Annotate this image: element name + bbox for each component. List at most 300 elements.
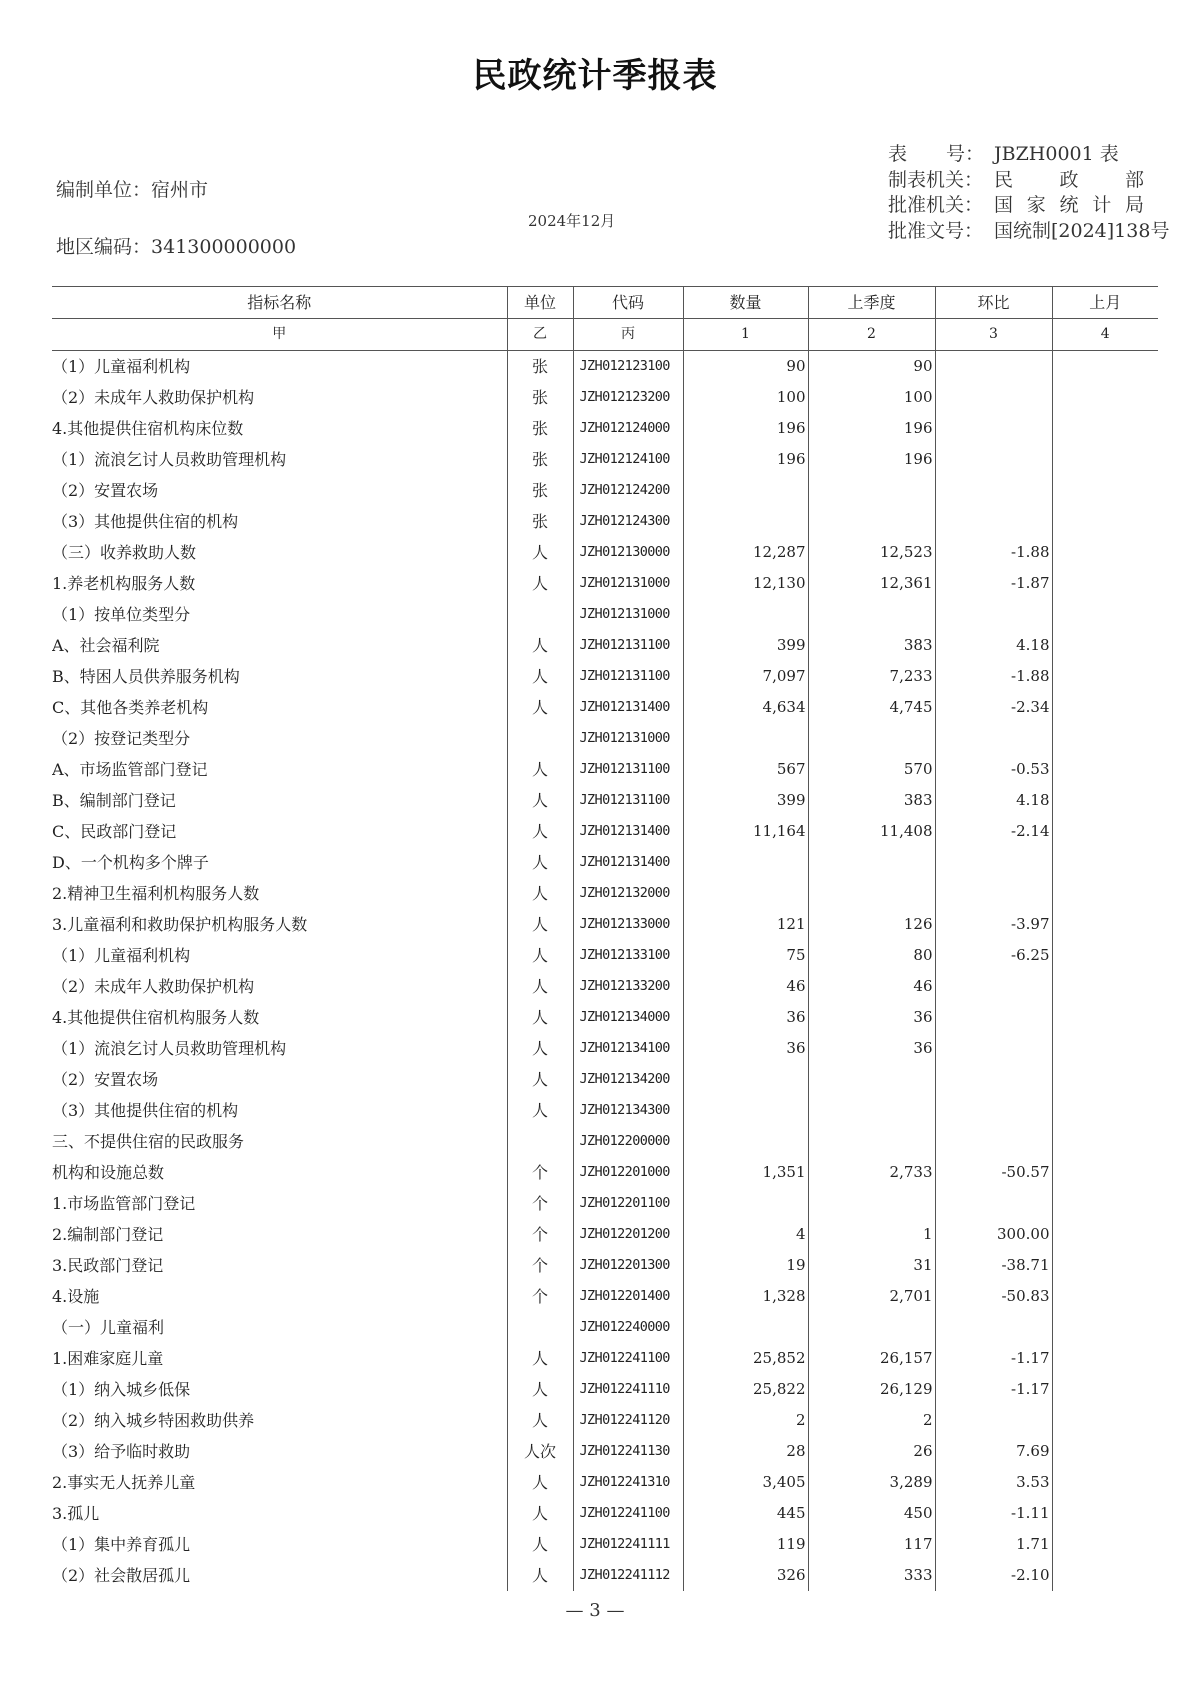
- row-unit: 张: [507, 506, 573, 537]
- row-last-month: [1052, 1405, 1158, 1436]
- row-unit: 人: [507, 537, 573, 568]
- compiler-label: 编制单位：: [56, 179, 152, 201]
- row-indicator-name: 3.儿童福利和救助保护机构服务人数: [52, 915, 308, 934]
- row-quantity: [683, 847, 808, 878]
- compiler-value: 宿州市: [151, 179, 209, 201]
- row-indicator-name: （一）儿童福利: [52, 1318, 165, 1337]
- row-code: JZH012131000: [573, 599, 683, 630]
- table-row: [52, 1064, 1158, 1095]
- row-indicator-name: （1）儿童福利机构: [52, 357, 191, 376]
- row-last-month: [1052, 878, 1158, 909]
- row-quantity: 46: [683, 971, 808, 1002]
- row-indicator-name: （2）安置农场: [52, 481, 159, 500]
- issuer-row: [888, 168, 1169, 194]
- row-quantity: 196: [683, 444, 808, 475]
- table-row: [52, 940, 1158, 971]
- row-indicator-name: （1）流浪乞讨人员救助管理机构: [52, 450, 287, 469]
- row-qoq-ratio: -6.25: [935, 940, 1052, 971]
- row-last-month: [1052, 1095, 1158, 1126]
- subheader-4: 4: [1052, 319, 1158, 351]
- row-code: JZH012201000: [573, 1157, 683, 1188]
- form-number-row: [888, 142, 1169, 168]
- row-qoq-ratio: [935, 1405, 1052, 1436]
- row-indicator-name: （1）流浪乞讨人员救助管理机构: [52, 1039, 287, 1058]
- row-last-month: [1052, 382, 1158, 413]
- row-unit: 人: [507, 1095, 573, 1126]
- table-row: [52, 1343, 1158, 1374]
- table-row: [52, 1498, 1158, 1529]
- table-row: [52, 475, 1158, 506]
- row-quantity: 4,634: [683, 692, 808, 723]
- row-unit: 人: [507, 754, 573, 785]
- row-last-month: [1052, 1281, 1158, 1312]
- row-code: JZH012134000: [573, 1002, 683, 1033]
- row-code: JZH012131100: [573, 661, 683, 692]
- table-row: [52, 444, 1158, 475]
- row-previous-quarter: 31: [808, 1250, 935, 1281]
- table-row: [52, 568, 1158, 599]
- row-code: JZH012131400: [573, 847, 683, 878]
- table-row: [52, 785, 1158, 816]
- issuer-label: 制表机关：: [888, 168, 984, 191]
- row-indicator-name: （2）纳入城乡特困救助供养: [52, 1411, 255, 1430]
- table-row: [52, 1436, 1158, 1467]
- table-row: [52, 692, 1158, 723]
- row-qoq-ratio: [935, 506, 1052, 537]
- row-quantity: 196: [683, 413, 808, 444]
- row-quantity: 3,405: [683, 1467, 808, 1498]
- row-code: JZH012124300: [573, 506, 683, 537]
- row-code: JZH012132000: [573, 878, 683, 909]
- table-row: [52, 1033, 1158, 1064]
- row-unit: 人次: [507, 1436, 573, 1467]
- approver-char: 国: [994, 194, 1014, 216]
- row-quantity: 119: [683, 1529, 808, 1560]
- row-quantity: 19: [683, 1250, 808, 1281]
- row-last-month: [1052, 1002, 1158, 1033]
- table-row: [52, 816, 1158, 847]
- row-last-month: [1052, 1343, 1158, 1374]
- row-last-month: [1052, 723, 1158, 754]
- row-qoq-ratio: -1.17: [935, 1374, 1052, 1405]
- row-quantity: 11,164: [683, 816, 808, 847]
- region-code-value: 341300000000: [151, 236, 297, 258]
- row-indicator-name: （3）给予临时救助: [52, 1442, 191, 1461]
- row-qoq-ratio: [935, 878, 1052, 909]
- row-last-month: [1052, 537, 1158, 568]
- row-unit: 人: [507, 692, 573, 723]
- row-last-month: [1052, 599, 1158, 630]
- row-quantity: 25,852: [683, 1343, 808, 1374]
- subheader-row: [52, 319, 1158, 351]
- row-quantity: [683, 599, 808, 630]
- row-indicator-name: （3）其他提供住宿的机构: [52, 512, 239, 531]
- row-previous-quarter: [808, 1312, 935, 1343]
- row-qoq-ratio: -1.87: [935, 568, 1052, 599]
- row-last-month: [1052, 816, 1158, 847]
- row-last-month: [1052, 444, 1158, 475]
- row-previous-quarter: 196: [808, 413, 935, 444]
- row-unit: 人: [507, 1560, 573, 1591]
- row-qoq-ratio: [935, 1095, 1052, 1126]
- statistics-table: [52, 286, 1158, 1591]
- subheader-bing: 丙: [573, 319, 683, 351]
- row-unit: 个: [507, 1157, 573, 1188]
- row-previous-quarter: 2,733: [808, 1157, 935, 1188]
- row-code: JZH012241110: [573, 1374, 683, 1405]
- row-code: JZH012134200: [573, 1064, 683, 1095]
- row-last-month: [1052, 1188, 1158, 1219]
- approval-number-row: [888, 219, 1169, 245]
- row-previous-quarter: 117: [808, 1529, 935, 1560]
- row-quantity: [683, 475, 808, 506]
- row-unit: [507, 1126, 573, 1157]
- header-indicator-name: 指标名称: [52, 287, 507, 319]
- row-previous-quarter: 46: [808, 971, 935, 1002]
- row-unit: 个: [507, 1188, 573, 1219]
- row-last-month: [1052, 1126, 1158, 1157]
- row-indicator-name: C、其他各类养老机构: [52, 698, 209, 717]
- row-code: JZH012241111: [573, 1529, 683, 1560]
- row-last-month: [1052, 1529, 1158, 1560]
- row-previous-quarter: [808, 878, 935, 909]
- row-previous-quarter: 570: [808, 754, 935, 785]
- row-previous-quarter: 100: [808, 382, 935, 413]
- table-row: [52, 1157, 1158, 1188]
- row-qoq-ratio: 1.71: [935, 1529, 1052, 1560]
- row-qoq-ratio: -3.97: [935, 909, 1052, 940]
- subheader-jia: 甲: [52, 319, 507, 351]
- table-row: [52, 1250, 1158, 1281]
- approver-char: 计: [1092, 194, 1112, 216]
- form-info: [888, 142, 1169, 244]
- row-quantity: [683, 1126, 808, 1157]
- row-indicator-name: 1.养老机构服务人数: [52, 574, 196, 593]
- approver-value: [994, 193, 1144, 219]
- row-last-month: [1052, 909, 1158, 940]
- row-indicator-name: C、民政部门登记: [52, 822, 177, 841]
- row-indicator-name: A、社会福利院: [52, 636, 160, 655]
- issuer-char: 部: [1124, 168, 1144, 191]
- row-indicator-name: （2）未成年人救助保护机构: [52, 977, 255, 996]
- form-number-label-part: 号：: [945, 143, 984, 165]
- row-unit: 人: [507, 630, 573, 661]
- row-qoq-ratio: -2.10: [935, 1560, 1052, 1591]
- row-code: JZH012131100: [573, 630, 683, 661]
- approver-row: [888, 193, 1169, 219]
- row-quantity: [683, 1188, 808, 1219]
- issuer-char: 政: [1059, 168, 1079, 191]
- approver-char: 家: [1026, 194, 1046, 216]
- row-previous-quarter: 7,233: [808, 661, 935, 692]
- subheader-yi: 乙: [507, 319, 573, 351]
- row-code: JZH012200000: [573, 1126, 683, 1157]
- row-previous-quarter: [808, 847, 935, 878]
- row-indicator-name: （2）按登记类型分: [52, 729, 191, 748]
- table-row: [52, 1560, 1158, 1591]
- subheader-1: 1: [683, 319, 808, 351]
- issuer-char: 民: [994, 168, 1014, 191]
- row-quantity: [683, 1095, 808, 1126]
- row-indicator-name: 3.民政部门登记: [52, 1256, 164, 1275]
- header-unit: 单位: [507, 287, 573, 319]
- row-qoq-ratio: -0.53: [935, 754, 1052, 785]
- row-code: JZH012133200: [573, 971, 683, 1002]
- row-last-month: [1052, 754, 1158, 785]
- row-unit: 人: [507, 1498, 573, 1529]
- table-row: [52, 847, 1158, 878]
- row-qoq-ratio: [935, 1002, 1052, 1033]
- row-indicator-name: （2）安置农场: [52, 1070, 159, 1089]
- row-unit: 人: [507, 909, 573, 940]
- row-previous-quarter: 450: [808, 1498, 935, 1529]
- row-code: JZH012131400: [573, 816, 683, 847]
- row-previous-quarter: 36: [808, 1033, 935, 1064]
- table-row: [52, 630, 1158, 661]
- row-last-month: [1052, 1467, 1158, 1498]
- row-unit: [507, 723, 573, 754]
- row-indicator-name: B、特困人员供养服务机构: [52, 667, 240, 686]
- row-quantity: 12,130: [683, 568, 808, 599]
- table-row: [52, 754, 1158, 785]
- row-previous-quarter: 26,157: [808, 1343, 935, 1374]
- table-row: [52, 878, 1158, 909]
- row-indicator-name: （1）按单位类型分: [52, 605, 191, 624]
- row-qoq-ratio: [935, 1033, 1052, 1064]
- row-previous-quarter: [808, 1188, 935, 1219]
- row-quantity: [683, 878, 808, 909]
- row-unit: 人: [507, 661, 573, 692]
- row-indicator-name: D、一个机构多个牌子: [52, 853, 209, 872]
- row-unit: 人: [507, 1002, 573, 1033]
- table-row: [52, 599, 1158, 630]
- approver-char: 统: [1059, 194, 1079, 216]
- subheader-3: 3: [935, 319, 1052, 351]
- row-indicator-name: 1.市场监管部门登记: [52, 1194, 196, 1213]
- row-unit: 张: [507, 351, 573, 383]
- row-qoq-ratio: 300.00: [935, 1219, 1052, 1250]
- row-code: JZH012241130: [573, 1436, 683, 1467]
- row-quantity: [683, 1064, 808, 1095]
- row-code: JZH012131000: [573, 723, 683, 754]
- row-last-month: [1052, 692, 1158, 723]
- row-last-month: [1052, 1436, 1158, 1467]
- row-code: JZH012201400: [573, 1281, 683, 1312]
- row-previous-quarter: 26,129: [808, 1374, 935, 1405]
- row-previous-quarter: 26: [808, 1436, 935, 1467]
- row-previous-quarter: 196: [808, 444, 935, 475]
- row-previous-quarter: [808, 723, 935, 754]
- table-row: [52, 909, 1158, 940]
- row-unit: [507, 1312, 573, 1343]
- row-qoq-ratio: -1.11: [935, 1498, 1052, 1529]
- row-previous-quarter: 36: [808, 1002, 935, 1033]
- report-period: 2024年12月: [528, 212, 616, 230]
- row-qoq-ratio: 3.53: [935, 1467, 1052, 1498]
- row-quantity: 25,822: [683, 1374, 808, 1405]
- row-unit: 人: [507, 971, 573, 1002]
- row-previous-quarter: 126: [808, 909, 935, 940]
- table-row: [52, 661, 1158, 692]
- row-last-month: [1052, 1064, 1158, 1095]
- row-qoq-ratio: [935, 351, 1052, 383]
- row-previous-quarter: 2,701: [808, 1281, 935, 1312]
- row-unit: 个: [507, 1281, 573, 1312]
- row-unit: 个: [507, 1219, 573, 1250]
- row-last-month: [1052, 1374, 1158, 1405]
- report-title: 民政统计季报表: [472, 56, 718, 96]
- approval-number-label: 批准文号：: [888, 219, 984, 242]
- compiler-unit: [56, 175, 208, 202]
- row-unit: 人: [507, 1529, 573, 1560]
- row-quantity: 100: [683, 382, 808, 413]
- row-previous-quarter: 80: [808, 940, 935, 971]
- table-row: [52, 537, 1158, 568]
- row-qoq-ratio: [935, 475, 1052, 506]
- row-last-month: [1052, 847, 1158, 878]
- row-last-month: [1052, 1560, 1158, 1591]
- row-last-month: [1052, 413, 1158, 444]
- row-code: JZH012240000: [573, 1312, 683, 1343]
- row-quantity: 399: [683, 785, 808, 816]
- row-code: JZH012133100: [573, 940, 683, 971]
- row-unit: 个: [507, 1250, 573, 1281]
- row-qoq-ratio: -1.88: [935, 537, 1052, 568]
- row-indicator-name: 机构和设施总数: [52, 1163, 165, 1182]
- row-last-month: [1052, 661, 1158, 692]
- row-quantity: 75: [683, 940, 808, 971]
- row-indicator-name: （2）社会散居孤儿: [52, 1566, 191, 1585]
- table-row: [52, 971, 1158, 1002]
- row-last-month: [1052, 475, 1158, 506]
- row-indicator-name: 4.其他提供住宿机构床位数: [52, 419, 244, 438]
- header-quantity: 数量: [683, 287, 808, 319]
- row-quantity: 1,351: [683, 1157, 808, 1188]
- table-row: [52, 351, 1158, 383]
- row-previous-quarter: 333: [808, 1560, 935, 1591]
- row-last-month: [1052, 1250, 1158, 1281]
- row-code: JZH012201100: [573, 1188, 683, 1219]
- row-code: JZH012134100: [573, 1033, 683, 1064]
- row-last-month: [1052, 1157, 1158, 1188]
- row-qoq-ratio: [935, 413, 1052, 444]
- row-qoq-ratio: -1.17: [935, 1343, 1052, 1374]
- header-code: 代码: [573, 287, 683, 319]
- row-indicator-name: 2.编制部门登记: [52, 1225, 164, 1244]
- row-code: JZH012131400: [573, 692, 683, 723]
- row-qoq-ratio: -2.34: [935, 692, 1052, 723]
- row-qoq-ratio: [935, 971, 1052, 1002]
- row-unit: 人: [507, 816, 573, 847]
- row-previous-quarter: [808, 475, 935, 506]
- header-qoq-ratio: 环比: [935, 287, 1052, 319]
- row-qoq-ratio: -1.88: [935, 661, 1052, 692]
- row-quantity: [683, 1312, 808, 1343]
- row-previous-quarter: 3,289: [808, 1467, 935, 1498]
- header-previous-quarter: 上季度: [808, 287, 935, 319]
- row-previous-quarter: 2: [808, 1405, 935, 1436]
- row-qoq-ratio: [935, 382, 1052, 413]
- row-quantity: 326: [683, 1560, 808, 1591]
- row-qoq-ratio: 7.69: [935, 1436, 1052, 1467]
- approver-char: 局: [1124, 194, 1144, 216]
- table-row: [52, 1312, 1158, 1343]
- row-code: JZH012131100: [573, 785, 683, 816]
- row-indicator-name: 2.事实无人抚养儿童: [52, 1473, 196, 1492]
- row-indicator-name: （2）未成年人救助保护机构: [52, 388, 255, 407]
- row-quantity: 7,097: [683, 661, 808, 692]
- row-last-month: [1052, 1033, 1158, 1064]
- row-unit: 人: [507, 940, 573, 971]
- table-row: [52, 506, 1158, 537]
- row-unit: 人: [507, 878, 573, 909]
- row-previous-quarter: 90: [808, 351, 935, 383]
- row-previous-quarter: 383: [808, 630, 935, 661]
- row-code: JZH012130000: [573, 537, 683, 568]
- row-quantity: 445: [683, 1498, 808, 1529]
- row-unit: 人: [507, 1064, 573, 1095]
- row-indicator-name: （三）收养救助人数: [52, 543, 197, 562]
- row-indicator-name: 4.设施: [52, 1287, 100, 1306]
- row-last-month: [1052, 940, 1158, 971]
- row-quantity: 567: [683, 754, 808, 785]
- form-number-label-part: 表: [888, 143, 908, 165]
- row-previous-quarter: 1: [808, 1219, 935, 1250]
- row-unit: 人: [507, 568, 573, 599]
- row-previous-quarter: 11,408: [808, 816, 935, 847]
- row-indicator-name: （1）集中养育孤儿: [52, 1535, 191, 1554]
- table-row: [52, 723, 1158, 754]
- table-row: [52, 1281, 1158, 1312]
- row-code: JZH012131000: [573, 568, 683, 599]
- approval-number-value: 国统制[2024]138号: [994, 219, 1170, 242]
- row-indicator-name: （3）其他提供住宿的机构: [52, 1101, 239, 1120]
- row-last-month: [1052, 1312, 1158, 1343]
- row-code: JZH012133000: [573, 909, 683, 940]
- row-qoq-ratio: 4.18: [935, 630, 1052, 661]
- row-previous-quarter: [808, 506, 935, 537]
- row-unit: 人: [507, 1033, 573, 1064]
- page-number: — 3 —: [565, 1600, 625, 1621]
- table-row: [52, 1126, 1158, 1157]
- row-quantity: 2: [683, 1405, 808, 1436]
- row-indicator-name: 1.困难家庭儿童: [52, 1349, 164, 1368]
- form-number-label: [888, 142, 984, 168]
- row-code: JZH012123200: [573, 382, 683, 413]
- row-quantity: 28: [683, 1436, 808, 1467]
- table-row: [52, 1188, 1158, 1219]
- row-qoq-ratio: -38.71: [935, 1250, 1052, 1281]
- row-qoq-ratio: -50.83: [935, 1281, 1052, 1312]
- row-indicator-name: 2.精神卫生福利机构服务人数: [52, 884, 260, 903]
- row-code: JZH012241100: [573, 1343, 683, 1374]
- row-unit: 人: [507, 847, 573, 878]
- row-qoq-ratio: -50.57: [935, 1157, 1052, 1188]
- row-last-month: [1052, 568, 1158, 599]
- table-row: [52, 1467, 1158, 1498]
- row-qoq-ratio: 4.18: [935, 785, 1052, 816]
- table-body: [52, 351, 1158, 1592]
- row-code: JZH012134300: [573, 1095, 683, 1126]
- row-qoq-ratio: [935, 444, 1052, 475]
- row-previous-quarter: 12,361: [808, 568, 935, 599]
- row-last-month: [1052, 971, 1158, 1002]
- row-quantity: [683, 506, 808, 537]
- row-code: JZH012124200: [573, 475, 683, 506]
- row-qoq-ratio: [935, 1312, 1052, 1343]
- row-quantity: 399: [683, 630, 808, 661]
- row-previous-quarter: 383: [808, 785, 935, 816]
